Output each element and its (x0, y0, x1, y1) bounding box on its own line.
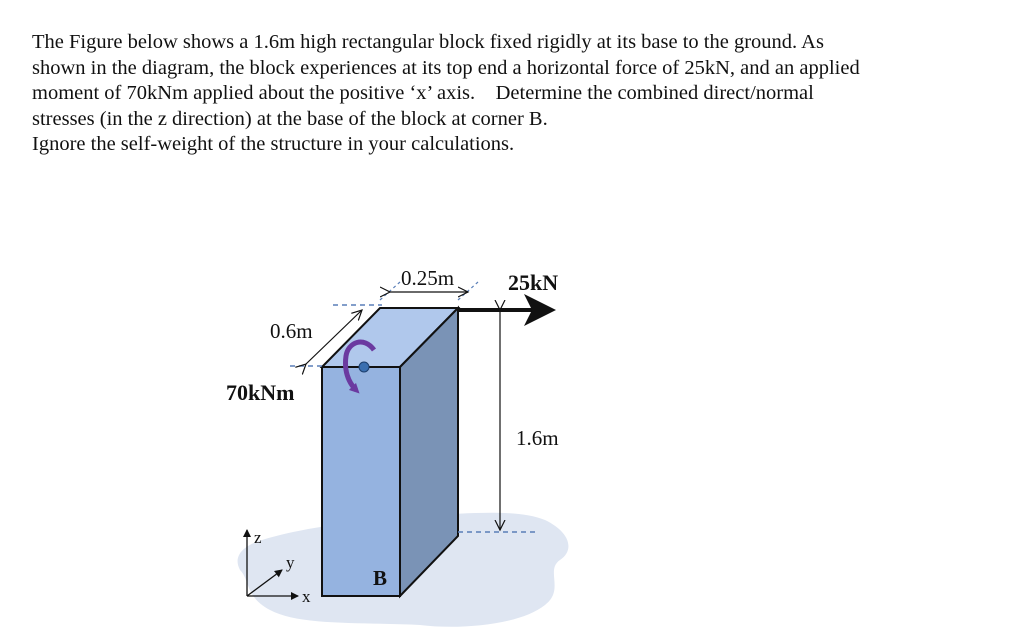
dashed-width-right (458, 282, 478, 300)
moment-center-dot (359, 362, 369, 372)
width-label: 0.25m (401, 266, 455, 290)
axis-x-label: x (302, 587, 311, 606)
dashed-width-left (380, 282, 400, 300)
moment-label: 70kNm (226, 380, 295, 405)
depth-label: 0.6m (270, 319, 313, 343)
problem-line-5: Ignore the self-weight of the structure in your calculations. (32, 133, 515, 155)
axis-z-label: z (254, 528, 262, 547)
height-label: 1.6m (516, 426, 559, 450)
corner-b-label: B (373, 566, 388, 590)
axis-y-label: y (286, 553, 295, 572)
problem-line-4: stresses (in the z direction) at the base of the block at corner B. (32, 107, 548, 130)
force-label: 25kN (508, 270, 559, 295)
block-front-face (322, 367, 400, 596)
problem-line-2: shown in the diagram, the block experiences at its top end a horizontal force of 25kN, and an applied (32, 56, 860, 79)
problem-line-3: moment of 70kNm applied about the positive ‘x’ axis. Determine the combined direct/normal (32, 82, 814, 104)
problem-line-1: The Figure below shows a 1.6m high rectangular block fixed rigidly at its base to the ground. As (32, 31, 824, 53)
